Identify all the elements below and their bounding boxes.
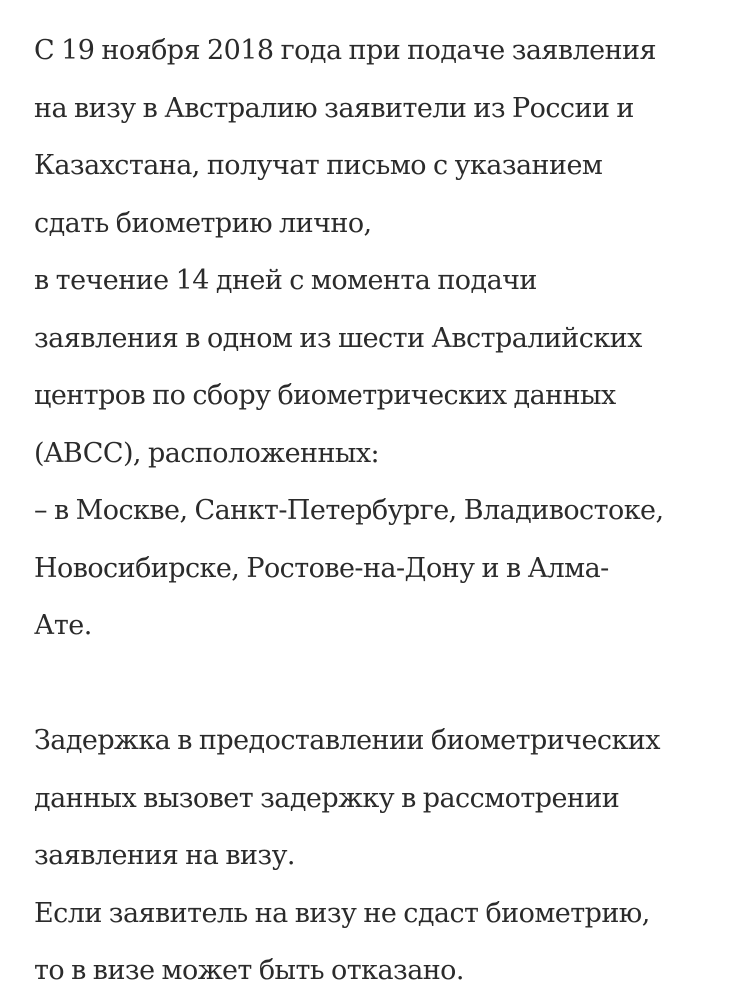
- text-line: на визу в Австралию заявители из России и: [34, 92, 634, 124]
- text-line: – в Москве, Санкт-Петербурге, Владивостоке,: [34, 495, 664, 526]
- text-line: Новосибирске, Ростове-на-Дону и в Алма-: [34, 552, 609, 584]
- text-line: С 19 ноября 2018 года при подаче заявления: [34, 35, 656, 66]
- paragraph-delay-warning: [34, 712, 734, 1000]
- text-line: (ABCC), расположенных:: [34, 437, 380, 469]
- text-line: Казахстана, получат письмо с указанием: [34, 150, 603, 181]
- article-body: [34, 22, 734, 1000]
- text-line: то в визе может быть отказано.: [34, 955, 464, 986]
- text-line: Задержка в предоставлении биометрических: [34, 725, 660, 756]
- text-line: Ате.: [34, 610, 92, 641]
- text-line: сдать биометрию лично,: [34, 207, 372, 239]
- text-line: центров по сбору биометрических данных: [34, 380, 616, 411]
- text-line: Если заявитель на визу не сдаст биометрию,: [34, 897, 650, 929]
- text-line: данных вызовет задержку в рассмотрении: [34, 782, 620, 814]
- text-line: в течение 14 дней с момента подачи: [34, 265, 537, 296]
- text-line: заявления на визу.: [34, 840, 295, 871]
- paragraph-biometrics-requirement: [34, 22, 734, 655]
- text-line: заявления в одном из шести Австралийских: [34, 322, 642, 354]
